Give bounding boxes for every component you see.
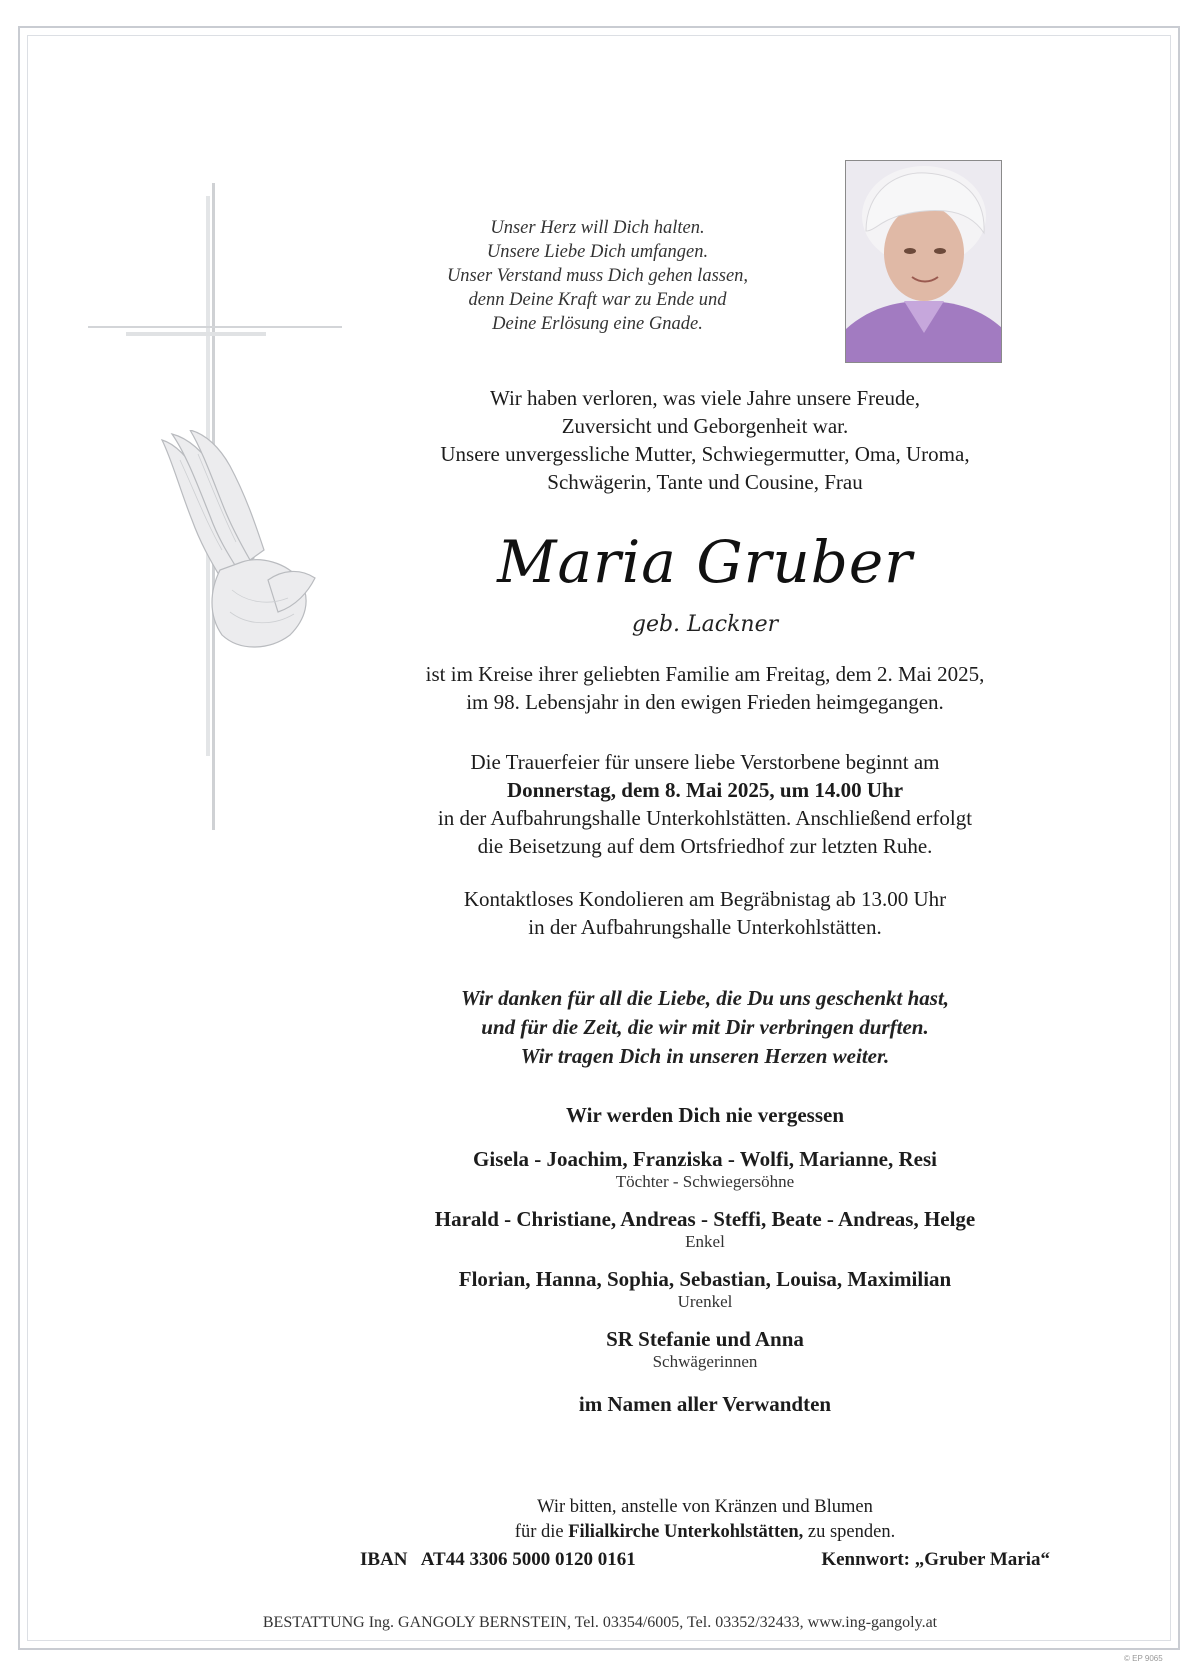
thanks-text	[335, 984, 1075, 1071]
family-role: Enkel	[685, 1232, 725, 1251]
donation-church: Filialkirche Unterkohlstätten,	[568, 1522, 804, 1542]
family-role: Schwägerinnen	[652, 1352, 758, 1371]
donation-post: zu spenden.	[803, 1522, 896, 1542]
condolence-text	[335, 885, 1075, 941]
print-code: © EP 9065	[1124, 1654, 1163, 1663]
condolence-line: in der Aufbahrungshalle Unterkohlstätten.	[528, 915, 882, 939]
family-names: Florian, Hanna, Sophia, Sebastian, Louisa, Maximilian	[458, 1267, 952, 1291]
iban: IBAN AT44 3306 5000 0120 0161	[360, 1549, 636, 1570]
intro-line: Schwägerin, Tante und Cousine, Frau	[547, 470, 863, 494]
poem-line: Unsere Liebe Dich umfangen.	[486, 242, 709, 262]
family-group	[335, 1266, 1075, 1312]
passing-text	[335, 660, 1075, 716]
family-names: SR Stefanie und Anna	[606, 1327, 804, 1351]
condolence-line: Kontaktloses Kondolieren am Begräbnistag ab 13.00 Uhr	[463, 887, 947, 911]
poem-line: denn Deine Kraft war zu Ende und	[468, 290, 727, 310]
praying-hands-icon	[150, 430, 320, 660]
donation-line: Wir bitten, anstelle von Kränzen und Blumen	[537, 1497, 873, 1517]
ceremony-text	[335, 748, 1075, 860]
intro-line: Unsere unvergessliche Mutter, Schwiegermutter, Oma, Uroma,	[440, 442, 970, 466]
donation-line	[335, 1520, 1075, 1545]
intro-line: Zuversicht und Geborgenheit war.	[561, 414, 849, 438]
donation-pre: für die	[514, 1522, 569, 1542]
ceremony-date: Donnerstag, dem 8. Mai 2025, um 14.00 Uhr	[506, 778, 904, 802]
family-group	[335, 1326, 1075, 1372]
never-forget-text: Wir werden Dich nie vergessen	[565, 1103, 845, 1127]
thanks-line: Wir danken für all die Liebe, die Du uns geschenkt hast,	[460, 986, 950, 1010]
never-forget	[335, 1102, 1075, 1128]
kennwort: Kennwort: „Gruber Maria“	[821, 1549, 1050, 1570]
thanks-line: Wir tragen Dich in unseren Herzen weiter.	[520, 1044, 890, 1068]
poem-line: Unser Verstand muss Dich gehen lassen,	[446, 266, 749, 286]
family-group	[335, 1146, 1075, 1192]
family-names: Gisela - Joachim, Franziska - Wolfi, Marianne, Resi	[473, 1147, 937, 1171]
ceremony-line: die Beisetzung auf dem Ortsfriedhof zur letzten Ruhe.	[477, 834, 933, 858]
maiden-name: geb. Lackner	[631, 612, 779, 637]
passing-line: im 98. Lebensjahr in den ewigen Frieden heimgegangen.	[466, 690, 944, 714]
ceremony-line: in der Aufbahrungshalle Unterkohlstätten. Anschließend erfolgt	[437, 806, 973, 830]
intro-line: Wir haben verloren, was viele Jahre unsere Freude,	[489, 386, 921, 410]
portrait-photo	[845, 160, 1002, 363]
donation-text	[335, 1495, 1075, 1545]
ceremony-line: Die Trauerfeier für unsere liebe Verstorbene beginnt am	[470, 750, 940, 774]
poem-line: Deine Erlösung eine Gnade.	[492, 314, 703, 334]
undertaker-footer: BESTATTUNG Ing. GANGOLY BERNSTEIN, Tel. 03354/6005, Tel. 03352/32433, www.ing-gangoly.at	[262, 1614, 938, 1631]
poem	[380, 216, 815, 336]
poem-line: Unser Herz will Dich halten.	[490, 218, 705, 238]
family-names: Harald - Christiane, Andreas - Steffi, Beate - Andreas, Helge	[434, 1207, 976, 1231]
passing-line: ist im Kreise ihrer geliebten Familie am Freitag, dem 2. Mai 2025,	[425, 662, 985, 686]
intro-text	[335, 384, 1075, 496]
relatives	[335, 1391, 1075, 1417]
family-role: Töchter - Schwiegersöhne	[615, 1172, 795, 1191]
family-role: Urenkel	[677, 1292, 733, 1311]
relatives-text: im Namen aller Verwandten	[578, 1392, 832, 1416]
family-group	[335, 1206, 1075, 1252]
deceased-name: Maria Gruber	[497, 528, 913, 596]
thanks-line: und für die Zeit, die wir mit Dir verbringen durften.	[481, 1015, 929, 1039]
